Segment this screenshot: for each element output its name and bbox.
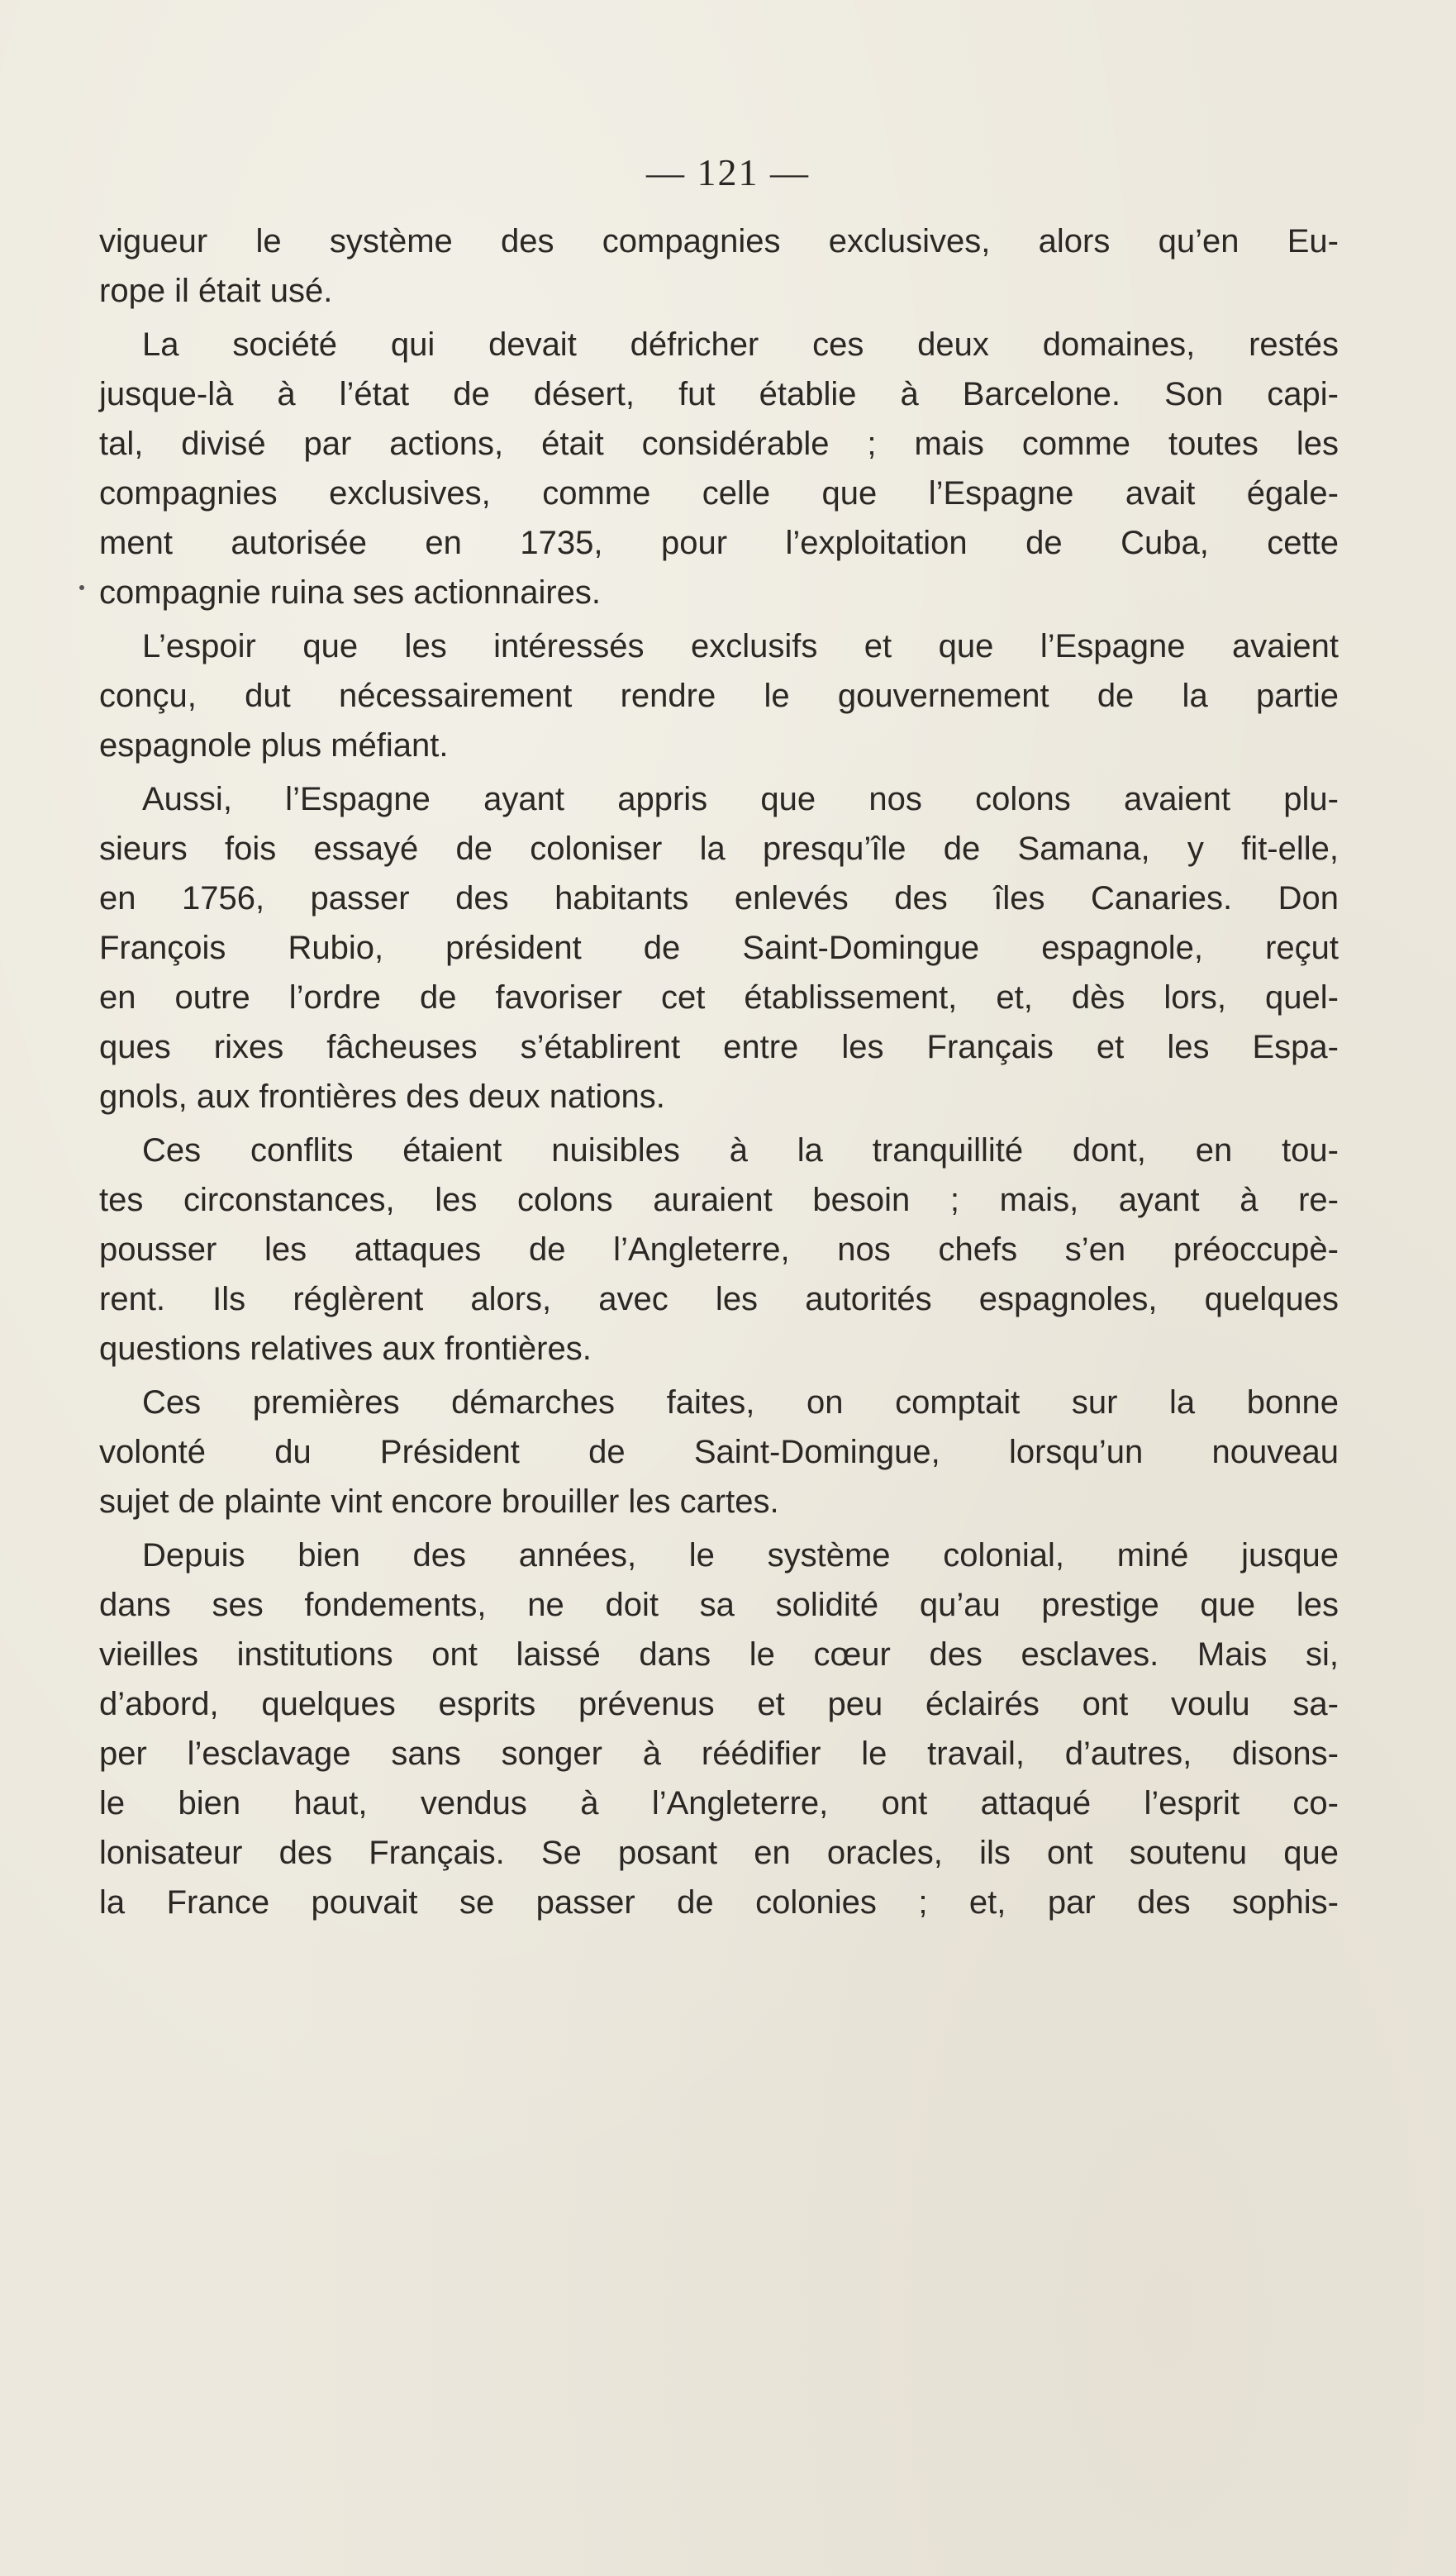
text-line: Depuis bien des années, le système colonial, miné jusque [142, 1537, 1339, 1574]
paragraph [99, 1126, 1339, 1374]
paragraph [99, 774, 1339, 1121]
text-line: sieurs fois essayé de coloniser la presqu’île de Samana, y fit-elle, [99, 831, 1339, 867]
text-line: ques rixes fâcheuses s’établirent entre les Français et les Espa- [99, 1029, 1339, 1065]
text-line: conçu, dut nécessairement rendre le gouvernement de la partie [99, 678, 1339, 714]
text-line: le bien haut, vendus à l’Angleterre, ont attaqué l’esprit co- [99, 1785, 1339, 1821]
text-line: espagnole plus méfiant. [99, 727, 449, 764]
text-line: ment autorisée en 1735, pour l’exploitation de Cuba, cette [99, 525, 1339, 561]
text-line: Aussi, l’Espagne ayant appris que nos colons avaient plu- [142, 781, 1339, 817]
paragraph [99, 320, 1339, 617]
text-line: pousser les attaques de l’Angleterre, nos chefs s’en préoccupè- [99, 1231, 1339, 1268]
text-line: questions relatives aux frontières. [99, 1331, 592, 1367]
body-text [99, 217, 1339, 1931]
text-line: rope il était usé. [99, 273, 333, 309]
text-line: lonisateur des Français. Se posant en oracles, ils ont soutenu que [99, 1835, 1339, 1871]
text-line: François Rubio, président de Saint-Domingue espagnole, reçut [99, 930, 1339, 966]
text-line: tes circonstances, les colons auraient besoin ; mais, ayant à re- [99, 1182, 1339, 1218]
text-line: dans ses fondements, ne doit sa solidité qu’au prestige que les [99, 1587, 1339, 1623]
text-line: volonté du Président de Saint-Domingue, lorsqu’un nouveau [99, 1434, 1339, 1470]
text-line: Ces conflits étaient nuisibles à la tranquillité dont, en tou- [142, 1132, 1339, 1169]
text-line: La société qui devait défricher ces deux domaines, restés [142, 326, 1339, 363]
paragraph [99, 1378, 1339, 1526]
text-line: compagnie ruina ses actionnaires. [99, 574, 602, 611]
text-line: vigueur le système des compagnies exclusives, alors qu’en Eu- [99, 223, 1339, 260]
paragraph [99, 217, 1339, 316]
text-line: Ces premières démarches faites, on comptait sur la bonne [142, 1384, 1339, 1421]
text-line: L’espoir que les intéressés exclusifs et que l’Espagne avaient [142, 628, 1339, 664]
text-line: en outre l’ordre de favoriser cet établissement, et, dès lors, quel- [99, 979, 1339, 1016]
text-line: en 1756, passer des habitants enlevés des îles Canaries. Don [99, 880, 1339, 917]
margin-mark [79, 585, 84, 590]
text-line: d’abord, quelques esprits prévenus et peu éclairés ont voulu sa- [99, 1686, 1339, 1722]
text-line: compagnies exclusives, comme celle que l’Espagne avait égale- [99, 475, 1339, 512]
text-line: jusque-là à l’état de désert, fut établie à Barcelone. Son capi- [99, 376, 1339, 412]
page-number: — 121 — [646, 151, 810, 193]
paragraph [99, 621, 1339, 770]
text-line: gnols, aux frontières des deux nations. [99, 1078, 665, 1115]
text-line: per l’esclavage sans songer à réédifier le travail, d’autres, disons- [99, 1736, 1339, 1772]
text-line: vieilles institutions ont laissé dans le cœur des esclaves. Mais si, [99, 1636, 1339, 1673]
text-line: la France pouvait se passer de colonies ; et, par des sophis- [99, 1884, 1339, 1921]
paragraph [99, 1531, 1339, 1927]
text-line: rent. Ils réglèrent alors, avec les autorités espagnoles, quelques [99, 1281, 1339, 1317]
text-line: tal, divisé par actions, était considérable ; mais comme toutes les [99, 426, 1339, 462]
text-line: sujet de plainte vint encore brouiller les cartes. [99, 1483, 779, 1520]
